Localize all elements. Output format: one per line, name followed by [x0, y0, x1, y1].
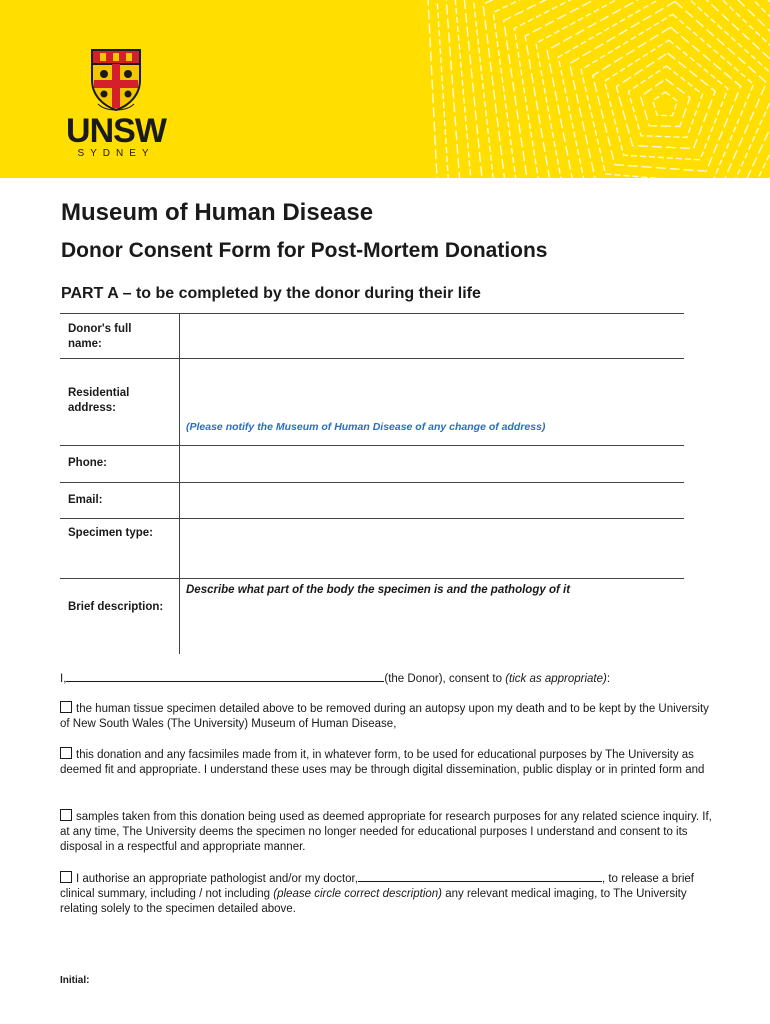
unsw-logo	[58, 46, 174, 162]
brand-name: UNSW	[66, 112, 166, 150]
checkbox-icon[interactable]	[60, 809, 72, 821]
consent-item-4-b: , to release a brief clinical summary, including / not including	[60, 873, 694, 900]
pattern-ring	[641, 79, 690, 126]
page-title: Museum of Human Disease	[61, 199, 374, 226]
checkbox-icon[interactable]	[60, 701, 72, 713]
email-field[interactable]	[181, 485, 682, 516]
specimen-row	[60, 519, 684, 579]
decorative-pattern	[390, 0, 770, 178]
pattern-ring	[426, 0, 770, 178]
full-name-field[interactable]	[181, 316, 682, 356]
consent-item-4-a: I authorise an appropriate pathologist and/or my doctor,	[76, 873, 358, 885]
address-label: Residential address:	[68, 387, 130, 414]
column-divider	[179, 314, 180, 358]
brief-row	[60, 579, 684, 654]
column-divider	[179, 519, 180, 578]
donor-form-table	[60, 313, 684, 654]
brand-sub: SYDNEY	[77, 148, 155, 159]
specimen-field[interactable]	[181, 521, 682, 576]
consent-item-2	[60, 747, 720, 778]
doctor-name-blank[interactable]	[358, 869, 602, 882]
consent-intro	[60, 669, 720, 687]
consent-item-2-text: this donation and any facsimiles made from it, in whatever form, to be used for educational purposes by The University as deemed fit and appropriate. I understand these uses may be through digital dissemination, public display or in printed form and	[60, 749, 705, 776]
brief-hint: Describe what part of the body the specimen is and the pathology of it	[186, 584, 571, 596]
consent-item-4-c: (please circle correct description)	[273, 888, 443, 900]
pattern-ring	[605, 40, 728, 160]
pattern-ring	[593, 27, 741, 171]
full-name-row	[60, 314, 684, 359]
column-divider	[179, 446, 180, 482]
consent-item-4-d: any relevant medical imaging, to The University relating solely to the specimen detailed above.	[60, 888, 687, 915]
specimen-label: Specimen type:	[68, 527, 153, 539]
column-divider	[179, 483, 180, 518]
crest-icon	[88, 46, 144, 112]
consent-i-prefix: I,	[60, 673, 67, 685]
consent-i-suffix: (the Donor), consent to	[384, 673, 506, 685]
phone-row	[60, 446, 684, 483]
consent-item-4	[60, 869, 720, 917]
email-row	[60, 483, 684, 519]
brief-field[interactable]	[181, 601, 682, 652]
checkbox-icon[interactable]	[60, 747, 72, 759]
column-divider	[179, 579, 180, 654]
phone-field[interactable]	[181, 448, 682, 480]
checkbox-icon[interactable]	[60, 871, 72, 883]
pattern-ring	[504, 0, 770, 178]
consent-item-3-text: samples taken from this donation being used as deemed appropriate for research purposes for any related science inquiry. If, at any time, The University deems the specimen no longer needed for educational purposes I understand and consent to its disposal in a respectful and appropriate manner.	[60, 811, 712, 853]
pattern-ring	[483, 0, 770, 178]
pattern-ring	[653, 92, 678, 116]
header-banner	[0, 0, 770, 178]
section-heading: PART A – to be completed by the donor during their life	[61, 285, 481, 302]
initial-label: Initial:	[60, 975, 90, 986]
pattern-ring	[525, 0, 770, 178]
full-name-label: Donor's full name:	[68, 323, 132, 350]
donor-name-blank[interactable]	[66, 669, 384, 682]
pattern-ring	[473, 0, 770, 178]
pattern-ring	[514, 0, 770, 178]
tick-colon: :	[606, 673, 611, 685]
address-note: (Please notify the Museum of Human Disease of any change of address)	[186, 421, 546, 433]
address-field[interactable]	[181, 361, 682, 411]
brief-label: Brief description:	[68, 601, 164, 613]
address-row	[60, 359, 684, 446]
consent-item-3	[60, 809, 720, 855]
phone-label: Phone:	[68, 457, 107, 469]
column-divider	[179, 359, 180, 445]
pattern-ring	[581, 14, 754, 178]
email-label: Email:	[68, 494, 103, 506]
page-subtitle: Donor Consent Form for Post-Mortem Donations	[61, 239, 548, 262]
tick-note: (tick as appropriate)	[505, 673, 607, 685]
consent-item-1	[60, 701, 720, 732]
consent-item-1-text: the human tissue specimen detailed above to be removed during an autopsy upon my death and to be kept by the University of New South Wales (The University) Museum of Human Disease,	[60, 703, 709, 730]
